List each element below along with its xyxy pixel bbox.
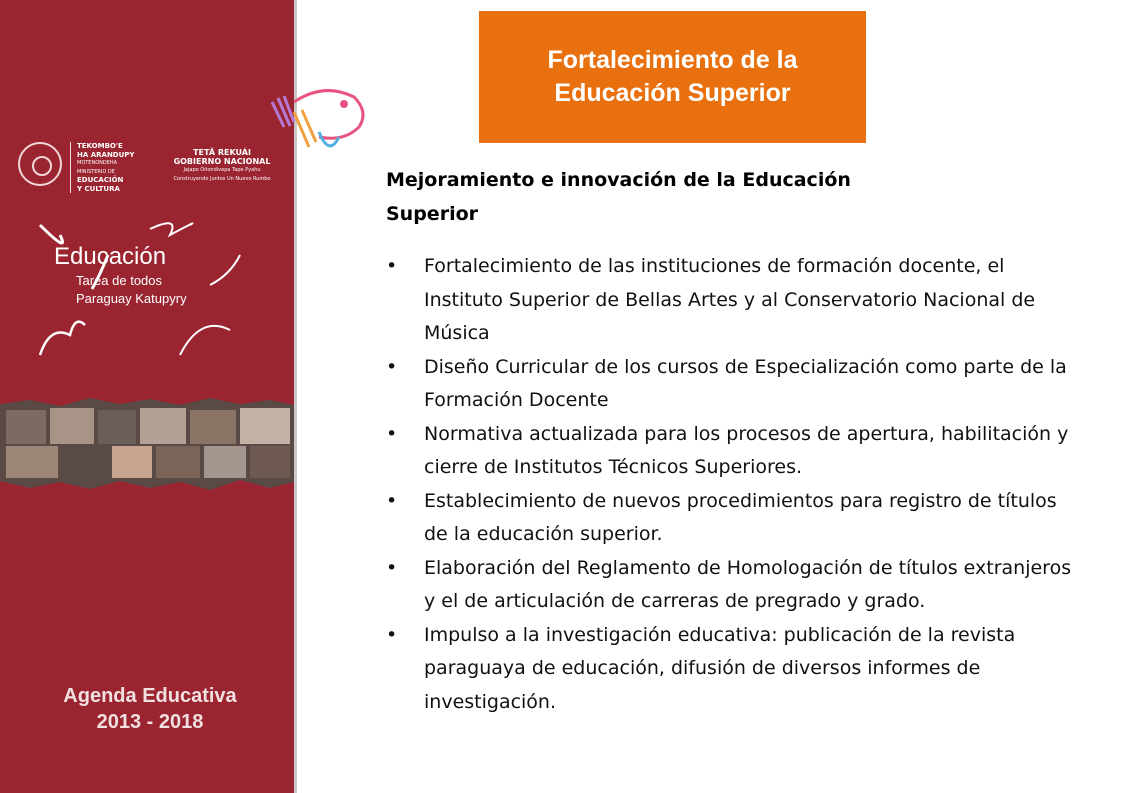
slide-title-line-2: Educación Superior: [554, 79, 791, 107]
bullet-icon: •: [386, 255, 398, 277]
section-subtitle: Mejoramiento e innovación de la Educación Superior: [386, 169, 851, 225]
bullet-icon: •: [386, 489, 398, 512]
sidebar-banner: [0, 0, 294, 793]
brand-tagline: Tarea de todos: [76, 273, 163, 288]
ministry-logo: TEKOMBO'E HA ARANDUPY MOTENONDEHA MINISTERIO DE EDUCACIÓN Y CULTURA: [70, 142, 147, 193]
government-logo: TETÃ REKUÁI GOBIERNO NACIONAL Jajapo Oñondivepa Tape Pyahu Construyendo Juntos Un Nuevo Rumbo: [173, 148, 271, 182]
list-item: • Normativa actualizada para los procesos de apertura, habilitación y cierre de Institutos Técnicos Superiores.: [386, 418, 1086, 485]
list-item: • Establecimiento de nuevos procedimientos para registro de títulos de la educación superior.: [386, 485, 1086, 552]
child-drawing-icon: [264, 82, 374, 162]
bullet-icon: •: [386, 355, 398, 378]
national-seal-icon: [18, 142, 62, 186]
education-brand-logo: [30, 215, 270, 385]
bullet-list: [386, 250, 1086, 719]
bullet-icon: •: [386, 623, 398, 646]
brand-tagline-2: Paraguay Katupyry: [76, 291, 187, 306]
slide-title-box: [479, 11, 866, 143]
list-item: • Fortalecimiento de las instituciones de formación docente, el Instituto Superior de Bellas Artes y al Conservatorio Nacional de Música: [386, 250, 1086, 351]
list-item: • Elaboración del Reglamento de Homologación de títulos extranjeros y el de articulación de carreras de pregrado y grado.: [386, 552, 1086, 619]
institution-logos: [18, 138, 283, 193]
photo-collage-image: [0, 396, 294, 492]
bullet-icon: •: [386, 556, 398, 579]
list-item: • Impulso a la investigación educativa: publicación de la revista paraguaya de educación, difusión de diversos informes de investigación.: [386, 619, 1086, 720]
photo-collage: [0, 396, 294, 492]
list-item: • Diseño Curricular de los cursos de Especialización como parte de la Formación Docente: [386, 351, 1086, 418]
bullet-icon: •: [386, 422, 398, 445]
slide-title-line-1: Fortalecimiento de la: [547, 46, 798, 74]
agenda-label: Agenda Educativa 2013 - 2018: [63, 685, 237, 733]
brand-title: Educación: [54, 243, 167, 270]
